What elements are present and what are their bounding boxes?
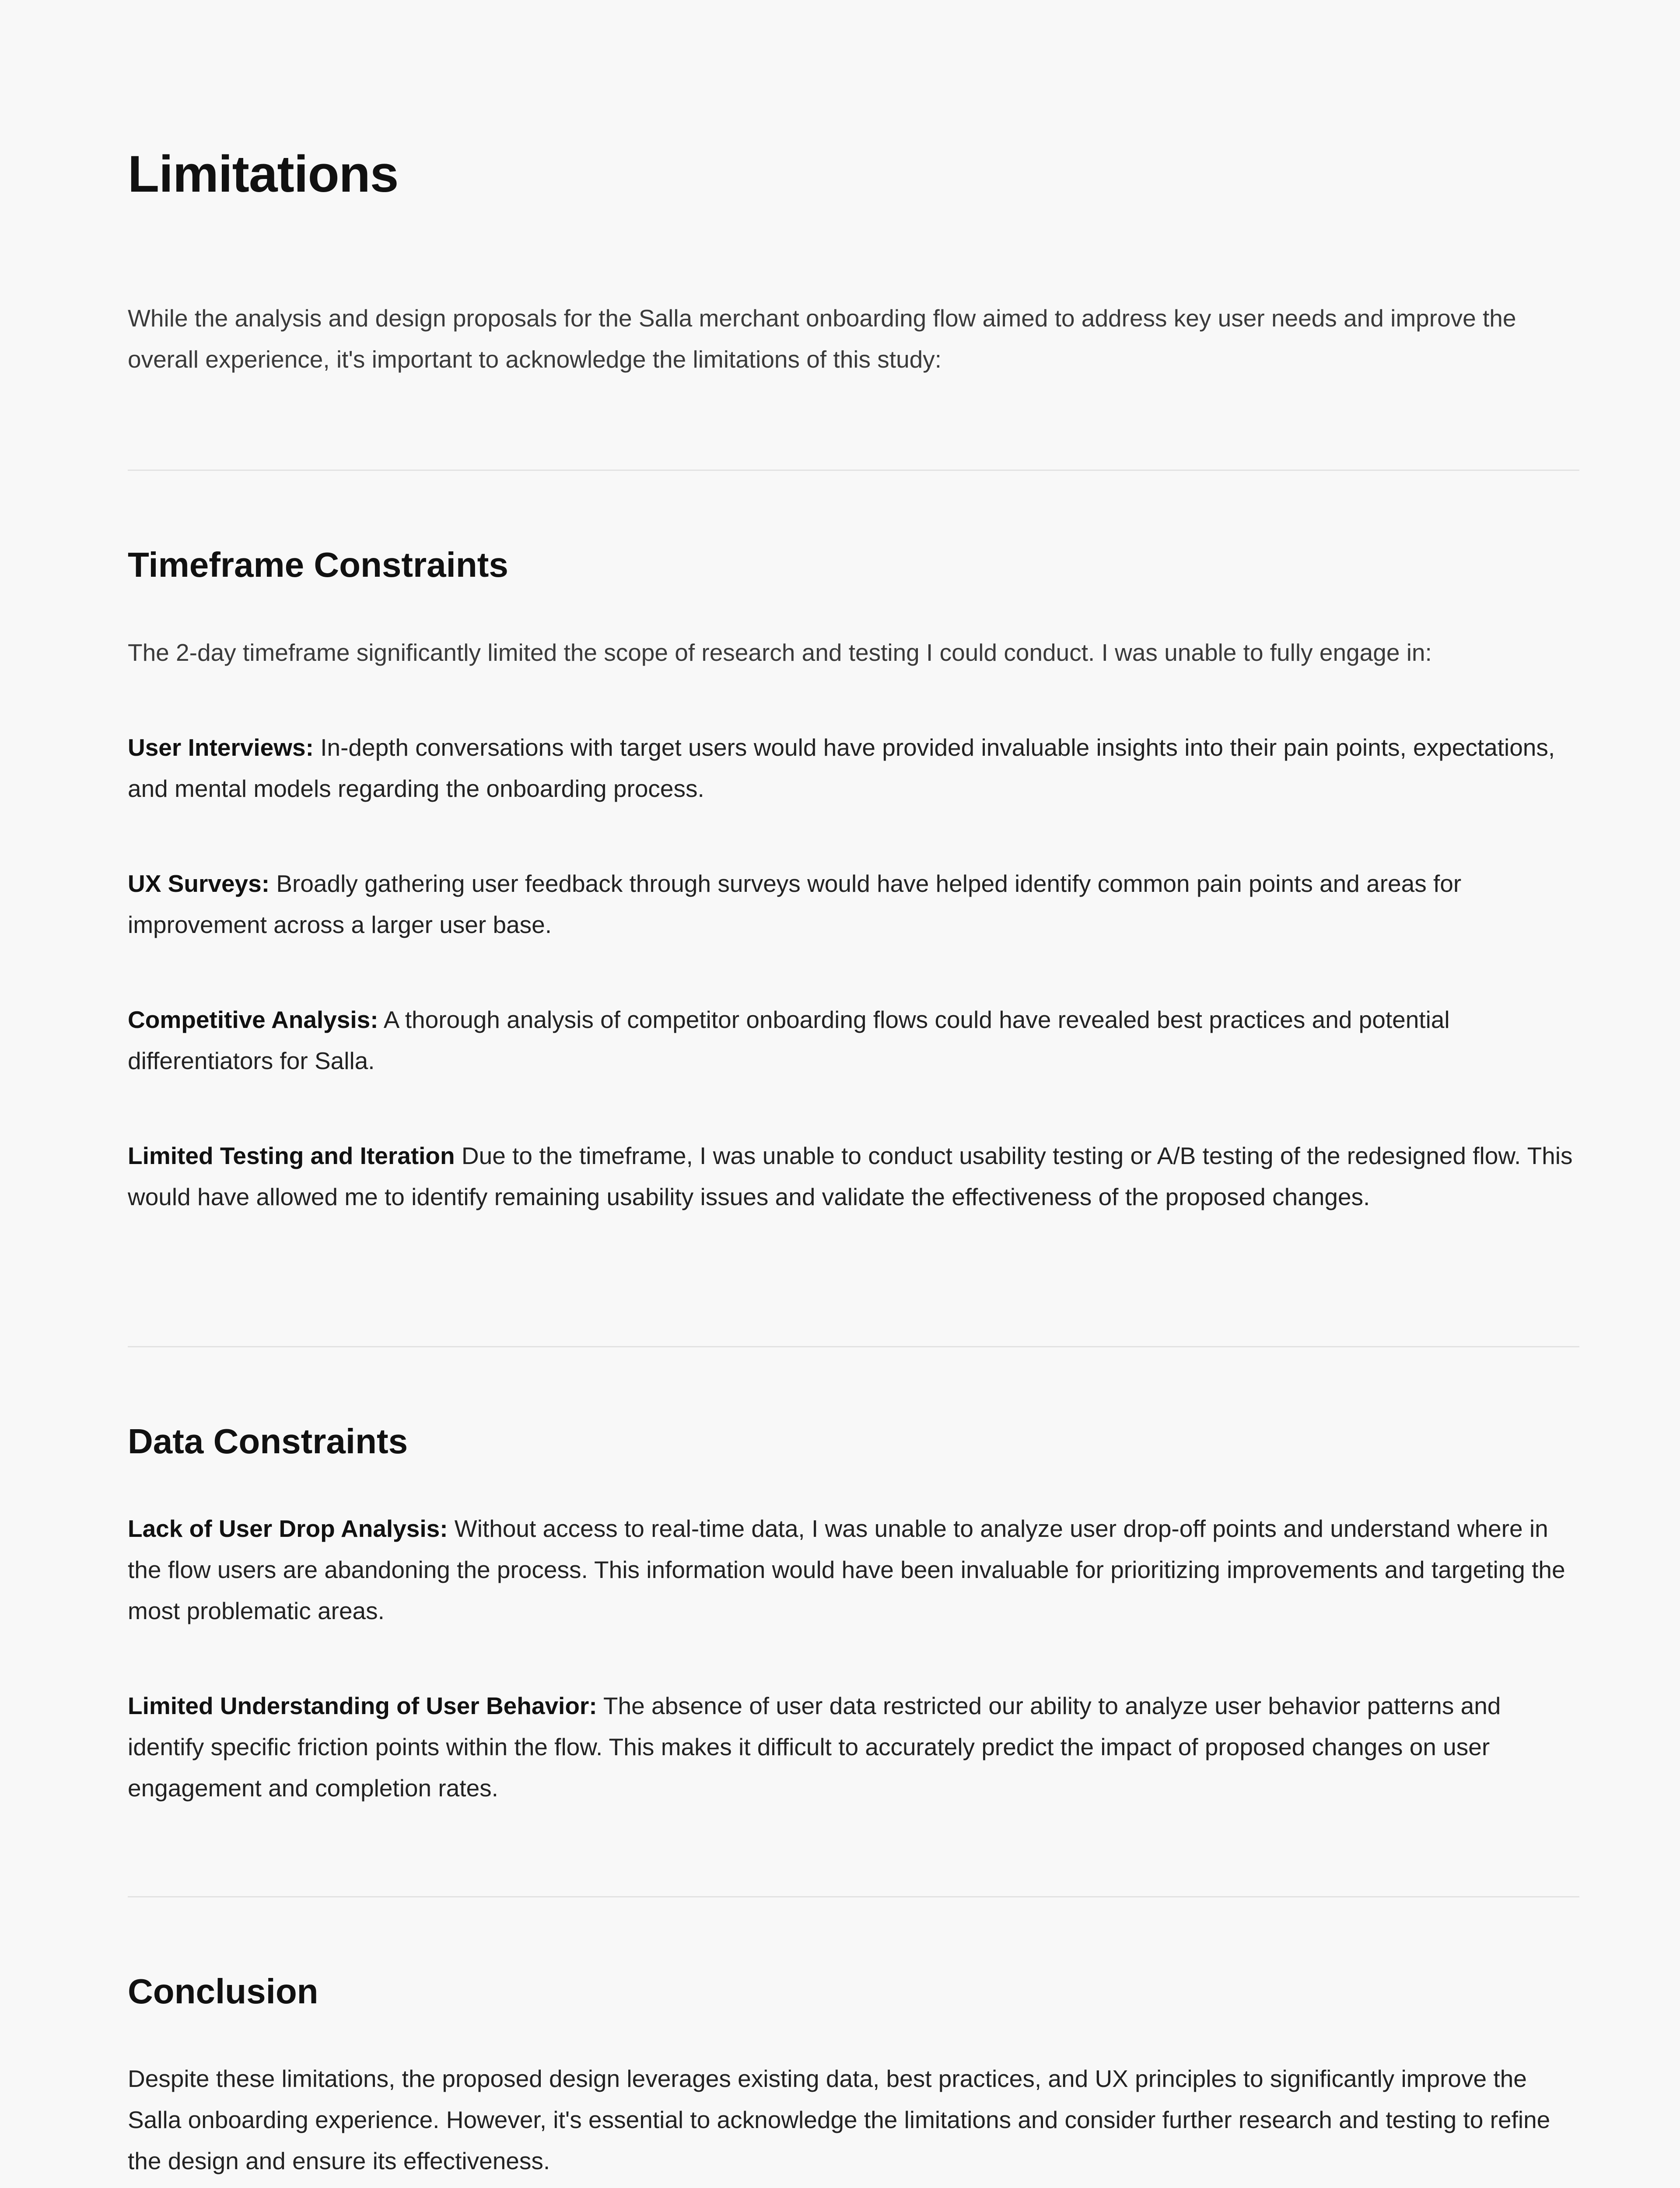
item-text: A thorough analysis of competitor onboarding flows could have revealed best practices and potential differentiators for Salla. [128,1006,1450,1074]
item-label: UX Surveys: [128,870,270,897]
timeframe-lead: The 2-day timeframe significantly limited the scope of research and testing I could conduct. I was unable to fully engage in: [128,639,1432,666]
item-text: The absence of user data restricted our ability to analyze user behavior patterns and identify specific friction points within the flow. This makes it difficult to accurately predict the impact of proposed changes on user engagement and completion rates. [128,1692,1501,1802]
conclusion-heading: Conclusion [128,1972,318,2011]
timeframe-item-user-interviews [128,727,1579,809]
data-item-user-drop-analysis [128,1508,1579,1631]
timeframe-item-limited-testing [128,1135,1579,1217]
conclusion-paragraph: Despite these limitations, the proposed design leverages existing data, best practices, and UX principles to significantly improve the Salla onboarding experience. However, it's essential to acknowledge the limitations and consider further research and testing to refine the design and ensure its effectiveness. [128,2065,1550,2174]
timeframe-item-ux-surveys [128,863,1579,945]
page-title: Limitations [128,145,399,203]
item-label: Lack of User Drop Analysis: [128,1515,448,1542]
item-label: Competitive Analysis: [128,1006,378,1033]
data-item-user-behavior [128,1685,1579,1809]
section-divider [128,470,1579,471]
timeframe-item-competitive-analysis [128,999,1579,1081]
item-text: Broadly gathering user feedback through surveys would have helped identify common pain points and areas for improvement across a larger user base. [128,870,1462,938]
item-text: In-depth conversations with target users would have provided invaluable insights into their pain points, expectations, and mental models regarding the onboarding process. [128,734,1555,802]
item-text: Due to the timeframe, I was unable to conduct usability testing or A/B testing of the redesigned flow. This would have allowed me to identify remaining usability issues and validate the effectiveness of the proposed changes. [128,1142,1573,1210]
intro-paragraph: While the analysis and design proposals for the Salla merchant onboarding flow aimed to address key user needs and improve the overall experience, it's important to acknowledge the limitations of this study: [128,305,1516,373]
section-divider [128,1896,1579,1897]
section-divider [128,1346,1579,1347]
item-label: Limited Testing and Iteration [128,1142,455,1169]
data-constraints-heading: Data Constraints [128,1422,408,1461]
item-text: Without access to real-time data, I was unable to analyze user drop-off points and understand where in the flow users are abandoning the process. This information would have been invaluable for prioritizing improvements and targeting the most problematic areas. [128,1515,1565,1624]
timeframe-heading: Timeframe Constraints [128,545,508,584]
item-label: Limited Understanding of User Behavior: [128,1692,597,1719]
item-label: User Interviews: [128,734,314,761]
